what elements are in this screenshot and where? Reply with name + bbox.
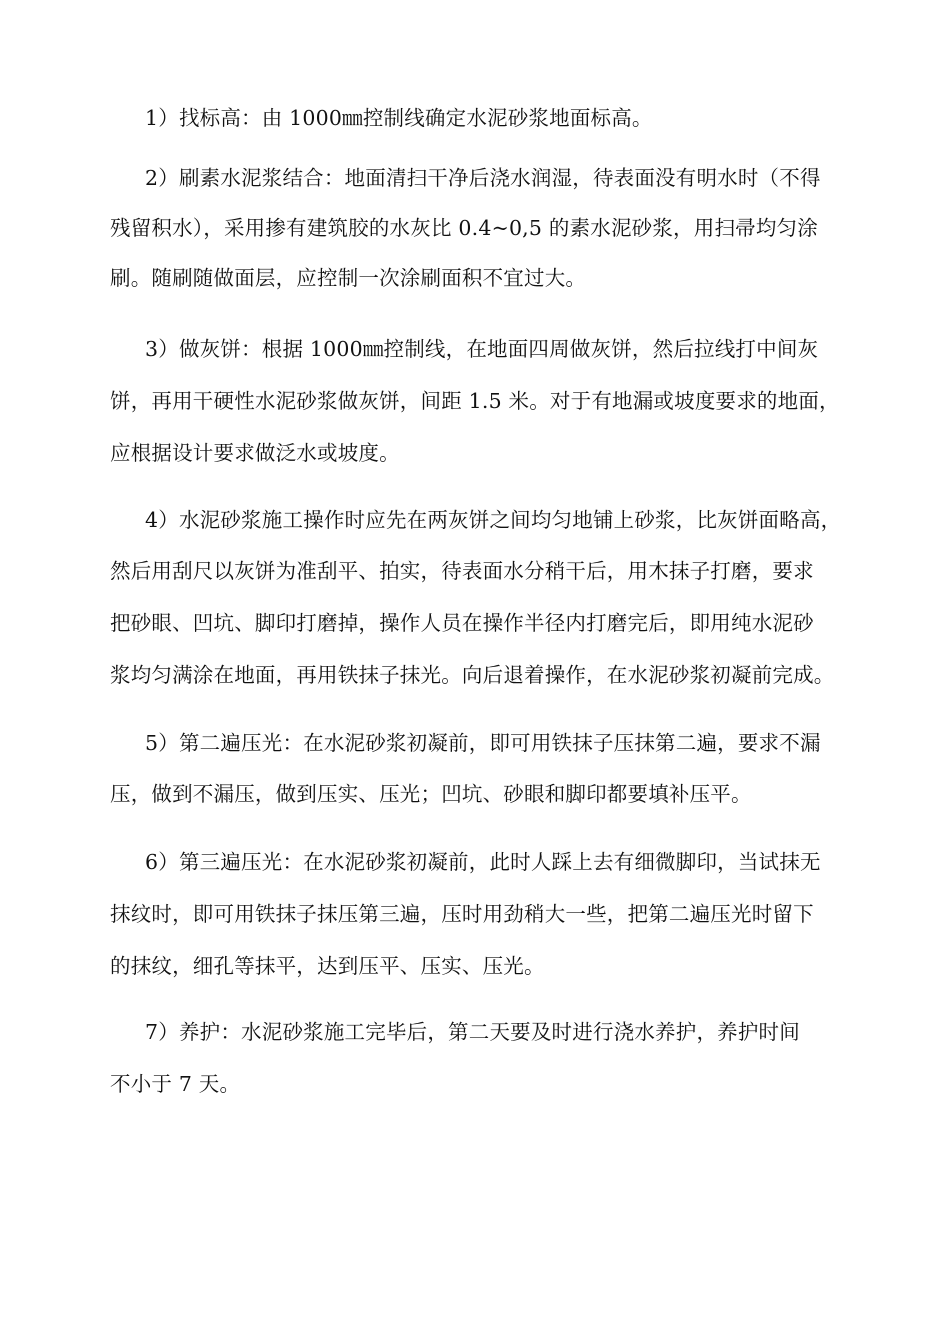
paragraph-5-line-2: 压，做到不漏压，做到压实、压光；凹坑、砂眼和脚印都要填补压平。 bbox=[110, 782, 752, 806]
paragraph-5-line-1: 5）第二遍压光：在水泥砂浆初凝前，即可用铁抹子压抹第二遍，要求不漏 bbox=[145, 731, 821, 755]
paragraph-7-line-1: 7）养护：水泥砂浆施工完毕后，第二天要及时进行浇水养护，养护时间 bbox=[145, 1020, 800, 1044]
paragraph-1-line-1: 1）找标高：由 1000㎜控制线确定水泥砂浆地面标高。 bbox=[145, 106, 653, 130]
paragraph-4-line-4: 浆均匀满涂在地面，再用铁抹子抹光。向后退着操作，在水泥砂浆初凝前完成。 bbox=[110, 663, 835, 687]
paragraph-4-line-3: 把砂眼、凹坑、脚印打磨掉，操作人员在操作半径内打磨完后，即用纯水泥砂 bbox=[110, 611, 814, 635]
paragraph-6-line-2: 抹纹时，即可用铁抹子抹压第三遍，压时用劲稍大一些，把第二遍压光时留下 bbox=[110, 902, 814, 926]
paragraph-2-line-3: 刷。随刷随做面层，应控制一次涂刷面积不宜过大。 bbox=[110, 266, 587, 290]
paragraph-2-line-1: 2）刷素水泥浆结合：地面清扫干净后浇水润湿，待表面没有明水时（不得 bbox=[145, 166, 821, 190]
paragraph-6-line-1: 6）第三遍压光：在水泥砂浆初凝前，此时人踩上去有细微脚印，当试抹无 bbox=[145, 850, 821, 874]
paragraph-4-line-1: 4）水泥砂浆施工操作时应先在两灰饼之间均匀地铺上砂浆，比灰饼面略高， bbox=[145, 508, 842, 532]
paragraph-3-line-3: 应根据设计要求做泛水或坡度。 bbox=[110, 441, 400, 465]
paragraph-3-line-2: 饼，再用干硬性水泥砂浆做灰饼，间距 1.5 米。对于有地漏或坡度要求的地面， bbox=[110, 389, 840, 413]
paragraph-3-line-1: 3）做灰饼：根据 1000㎜控制线，在地面四周做灰饼，然后拉线打中间灰 bbox=[145, 337, 819, 361]
paragraph-4-line-2: 然后用刮尺以灰饼为准刮平、拍实，待表面水分稍干后，用木抹子打磨，要求 bbox=[110, 559, 814, 583]
paragraph-6-line-3: 的抹纹，细孔等抹平，达到压平、压实、压光。 bbox=[110, 954, 545, 978]
paragraph-2-line-2: 残留积水），采用掺有建筑胶的水灰比 0.4~0,5 的素水泥砂浆，用扫帚均匀涂 bbox=[110, 216, 818, 240]
paragraph-7-line-2: 不小于 7 天。 bbox=[110, 1072, 241, 1096]
